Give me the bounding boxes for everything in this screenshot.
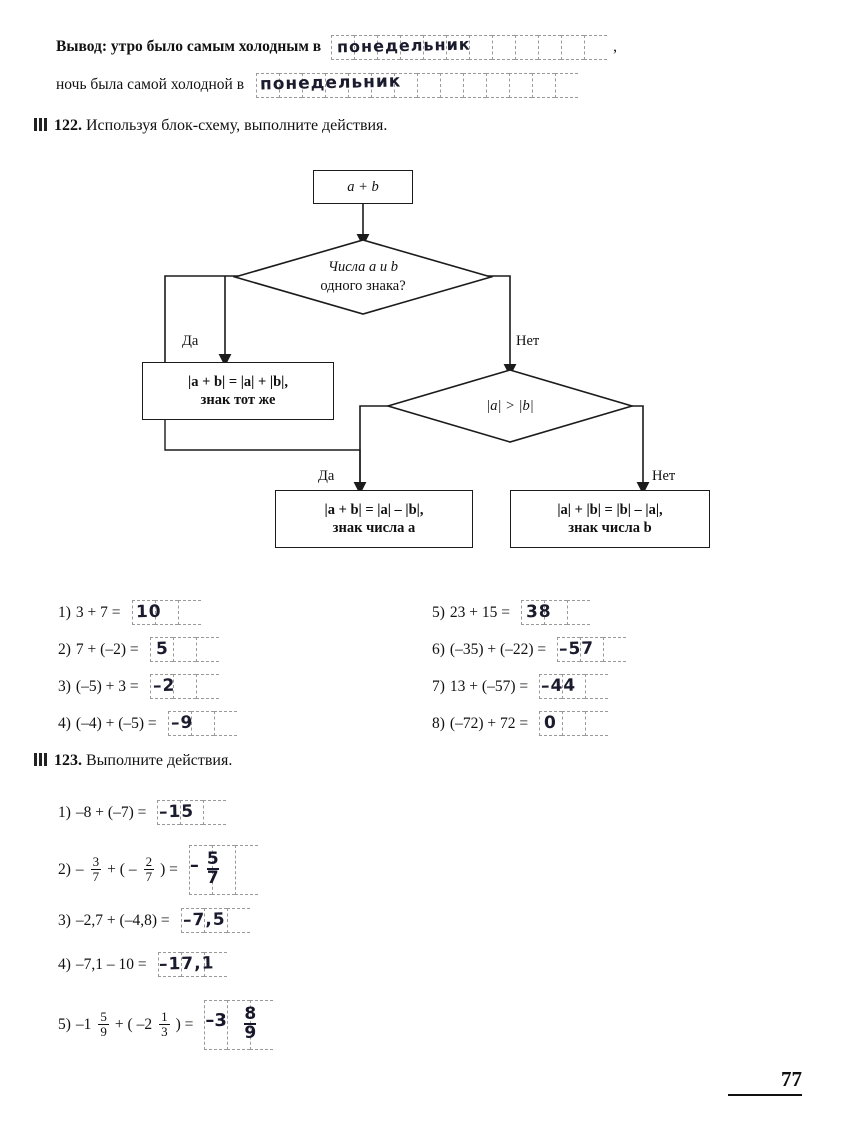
square-ornament-icon: [34, 753, 47, 766]
item-expression: 23 + 15 =: [449, 603, 511, 621]
handwritten-answer: 0: [543, 712, 558, 734]
handwritten-answer: 10: [135, 601, 162, 623]
answer-cell[interactable]: [180, 800, 203, 825]
conclusion-line-1: [56, 30, 816, 64]
answer-cell[interactable]: [150, 674, 176, 699]
item-number: 1): [58, 803, 71, 821]
answer-row-122-2: [58, 637, 225, 662]
item-expression: (–5) + 3 =: [75, 677, 139, 695]
answer-cells[interactable]: [157, 800, 226, 825]
handwritten-answer: 5: [155, 638, 169, 660]
answer-cells[interactable]: [557, 637, 626, 662]
flow-decision-1-line1: Числа a и b: [327, 259, 399, 276]
answer-cell[interactable]: [584, 35, 607, 60]
fraction-denominator: 9: [100, 1023, 107, 1039]
item-number: 3): [58, 677, 71, 695]
answer-cell[interactable]: [400, 35, 423, 60]
item-number: 7): [432, 677, 445, 695]
answer-cells[interactable]: [150, 674, 219, 699]
item-expression: –2,7 + (–4,8) =: [75, 911, 170, 929]
exercise-122-text: Используя блок-схему, выполните действия.: [86, 117, 388, 134]
answer-cell[interactable]: [196, 637, 219, 662]
page-number-value: 77: [781, 1067, 802, 1091]
handwritten-denominator: 7: [206, 868, 219, 888]
answer-cell[interactable]: [394, 73, 417, 98]
item-number: 2): [58, 861, 71, 878]
item-expression-mid: + ( –2: [114, 1016, 153, 1033]
answer-cell[interactable]: [539, 711, 562, 736]
answer-cell[interactable]: [227, 908, 250, 933]
answer-row-123-5: [58, 1000, 279, 1050]
item-expression: 7 + (–2) =: [75, 640, 139, 658]
item-expression: (–35) + (–22) =: [449, 640, 547, 658]
item-expression-pre: –: [75, 861, 84, 878]
answer-cell[interactable]: [446, 35, 469, 60]
fraction-denominator: 7: [145, 868, 153, 884]
handwritten-answer-sign: –3: [205, 1010, 227, 1031]
answer-cell[interactable]: [203, 800, 226, 825]
item-number: 6): [432, 640, 445, 658]
flow-decision-1-line2: одного знака?: [320, 278, 406, 294]
handwritten-answer-morning: понедельник: [336, 34, 472, 56]
answer-cell[interactable]: [132, 600, 155, 625]
handwritten-answer: –2: [152, 675, 176, 697]
flow-result-box-yes-2-line2: знак числа a: [332, 520, 416, 536]
item-expression: –8 + (–7) =: [75, 803, 147, 821]
answer-cell[interactable]: [585, 711, 608, 736]
answer-row-123-3: [58, 908, 256, 933]
flow-result-box-yes-2-line1: |a + b| = |a| – |b|,: [324, 501, 424, 518]
answer-cell[interactable]: [181, 952, 204, 977]
flow-yes-label-1: Да: [182, 333, 199, 349]
answer-cell[interactable]: [214, 711, 237, 736]
fraction-2: [144, 855, 155, 883]
conclusion-line-1-label: [56, 38, 321, 56]
item-expression: (–72) + 72 =: [449, 714, 529, 732]
answer-row-122-6: [432, 637, 632, 662]
answer-cell[interactable]: [603, 637, 626, 662]
answer-cell[interactable]: [302, 73, 325, 98]
answer-cell[interactable]: [555, 73, 578, 98]
fraction-numerator: 1: [161, 1008, 168, 1024]
flow-yes-label-2: Да: [318, 468, 335, 484]
answer-row-123-2: [58, 845, 264, 895]
conclusion-block: [56, 30, 816, 102]
answer-cells[interactable]: [132, 600, 201, 625]
answer-row-122-5: [432, 600, 596, 625]
answer-cells[interactable]: [204, 1000, 273, 1050]
answer-cell[interactable]: [168, 711, 194, 736]
flow-result-box-yes-2: [275, 490, 473, 548]
answer-cell[interactable]: [580, 637, 603, 662]
fraction-denominator: 7: [92, 868, 100, 884]
answer-cell[interactable]: [196, 674, 219, 699]
handwritten-answer: –7,5: [182, 909, 226, 931]
flow-decision-2: [386, 368, 634, 444]
page-number-rule: [728, 1094, 802, 1096]
answer-cells[interactable]: [158, 952, 227, 977]
answer-row-122-7: [432, 674, 614, 699]
flow-decision-1: [233, 238, 493, 316]
flow-decision-2-label: |a| > |b|: [486, 397, 534, 414]
item-number: 5): [432, 603, 445, 621]
answer-cell[interactable]: [371, 73, 394, 98]
answer-cell[interactable]: [463, 73, 486, 98]
answer-cell[interactable]: [539, 674, 562, 699]
answer-cells[interactable]: [181, 908, 250, 933]
flow-result-box-yes-line1: |a + b| = |a| + |b|,: [188, 373, 288, 390]
page-number: [728, 1067, 802, 1096]
item-expression: –7,1 – 10 =: [75, 955, 147, 973]
answer-cell[interactable]: [178, 600, 201, 625]
flow-result-box-no-2: [510, 490, 710, 548]
item-expression-pre: –1: [75, 1016, 92, 1033]
exercise-123-header: [34, 752, 232, 770]
answer-cell[interactable]: [509, 73, 532, 98]
fraction-numerator: 5: [100, 1008, 107, 1024]
fraction-1: [91, 855, 102, 883]
answer-row-122-8: [432, 711, 614, 736]
handwritten-answer-sign: –: [189, 855, 199, 876]
answer-cell[interactable]: [331, 35, 354, 60]
item-number: 1): [58, 603, 71, 621]
answer-cell[interactable]: [204, 1000, 227, 1050]
item-number: 2): [58, 640, 71, 658]
answer-cell[interactable]: [377, 35, 400, 60]
answer-cell[interactable]: [354, 35, 377, 60]
item-expression-mid: + ( –: [107, 861, 137, 878]
answer-cell[interactable]: [417, 73, 440, 98]
item-number: 4): [58, 714, 71, 732]
exercise-123-text: Выполните действия.: [86, 752, 233, 769]
answer-cell[interactable]: [585, 674, 608, 699]
conclusion-line-1-comma: ,: [613, 38, 618, 55]
handwritten-answer: –17,1: [158, 953, 215, 975]
answer-cell[interactable]: [158, 952, 181, 977]
flow-start-label: a + b: [347, 178, 379, 195]
answer-row-123-4: [58, 952, 233, 977]
answer-cell[interactable]: [150, 637, 173, 662]
conclusion-keyword: Вывод: утро было самым холодным в: [56, 38, 322, 55]
handwritten-answer-fraction: [207, 851, 219, 887]
flow-start-node: [313, 170, 413, 204]
flow-result-box-no-2-line2: знак числа b: [568, 520, 652, 536]
handwritten-answer: –57: [558, 638, 595, 660]
answer-cell[interactable]: [173, 674, 196, 699]
answer-cell[interactable]: [157, 800, 180, 825]
exercise-122-header: [34, 117, 387, 135]
answer-cells[interactable]: [189, 845, 258, 895]
answer-cell[interactable]: [521, 600, 544, 625]
answer-cell[interactable]: [562, 674, 585, 699]
item-expression: (–4) + (–5) =: [75, 714, 157, 732]
flow-result-box-yes-line2: знак тот же: [200, 392, 276, 408]
handwritten-numerator: 5: [206, 849, 219, 869]
answer-cell[interactable]: [515, 35, 538, 60]
flow-chart: [0, 150, 854, 570]
item-number: 4): [58, 955, 71, 973]
conclusion-line-2-label: ночь была самой холодной в: [56, 76, 245, 93]
answer-row-123-1: [58, 800, 232, 825]
handwritten-answer-fraction: [244, 1006, 256, 1042]
item-expression: 3 + 7 =: [75, 603, 121, 621]
exercise-122-number: 122.: [54, 117, 82, 134]
answer-cell[interactable]: [492, 35, 515, 60]
answer-cells[interactable]: [539, 711, 608, 736]
item-number: 8): [432, 714, 445, 732]
handwritten-answer: –15: [159, 801, 195, 823]
handwritten-answer: –44: [540, 675, 577, 697]
flow-result-box-no-2-line1: |a| + |b| = |b| – |a|,: [557, 501, 663, 518]
handwritten-answer: 38: [525, 601, 552, 623]
answer-cell[interactable]: [279, 73, 302, 98]
handwritten-denominator: 9: [244, 1023, 257, 1043]
fraction-numerator: 3: [92, 853, 100, 869]
item-expression-post: ) =: [160, 861, 178, 878]
answer-cells[interactable]: [168, 711, 237, 736]
answer-cell[interactable]: [538, 35, 561, 60]
exercise-123-number: 123.: [54, 752, 82, 769]
handwritten-answer: –9: [170, 712, 194, 734]
answer-cell[interactable]: [235, 845, 258, 895]
answer-cells-night[interactable]: [256, 73, 578, 98]
square-ornament-icon: [34, 118, 47, 131]
answer-cell[interactable]: [348, 73, 371, 98]
fraction-2: [159, 1010, 170, 1038]
flow-result-box-yes: [142, 362, 334, 420]
answer-cell[interactable]: [544, 600, 567, 625]
flow-no-label-2: Нет: [652, 468, 676, 484]
flow-decision-1-label: [233, 238, 493, 316]
answer-cell[interactable]: [155, 600, 178, 625]
item-expression-post: ) =: [175, 1016, 194, 1033]
answer-row-122-3: [58, 674, 225, 699]
answer-cells-morning[interactable]: [331, 35, 607, 60]
answer-cells[interactable]: [539, 674, 608, 699]
item-number: 5): [58, 1016, 71, 1033]
fraction-denominator: 3: [161, 1023, 168, 1039]
answer-cell[interactable]: [181, 908, 204, 933]
answer-cell[interactable]: [423, 35, 446, 60]
answer-cell[interactable]: [191, 711, 214, 736]
answer-cell[interactable]: [567, 600, 590, 625]
answer-cell[interactable]: [256, 73, 279, 98]
answer-cell[interactable]: [486, 73, 509, 98]
conclusion-line-2: [56, 68, 816, 102]
fraction-1: [98, 1010, 109, 1038]
handwritten-numerator: 8: [244, 1004, 257, 1024]
answer-cell[interactable]: [469, 35, 492, 60]
answer-cell[interactable]: [325, 73, 348, 98]
answer-cell[interactable]: [440, 73, 463, 98]
fraction-numerator: 2: [145, 853, 153, 869]
answer-cell[interactable]: [562, 711, 585, 736]
answer-cell[interactable]: [557, 637, 580, 662]
answer-row-122-4: [58, 711, 243, 736]
answer-row-122-1: [58, 600, 207, 625]
handwritten-answer-night: понедельник: [259, 71, 402, 94]
answer-cell[interactable]: [561, 35, 584, 60]
flow-no-label-1: Нет: [516, 333, 540, 349]
item-number: 3): [58, 911, 71, 929]
item-expression: 13 + (–57) =: [449, 677, 529, 695]
answer-cell[interactable]: [204, 908, 227, 933]
answer-cell[interactable]: [204, 952, 227, 977]
answer-cell[interactable]: [173, 637, 196, 662]
answer-cell[interactable]: [532, 73, 555, 98]
answer-cells[interactable]: [521, 600, 590, 625]
answer-cells[interactable]: [150, 637, 219, 662]
